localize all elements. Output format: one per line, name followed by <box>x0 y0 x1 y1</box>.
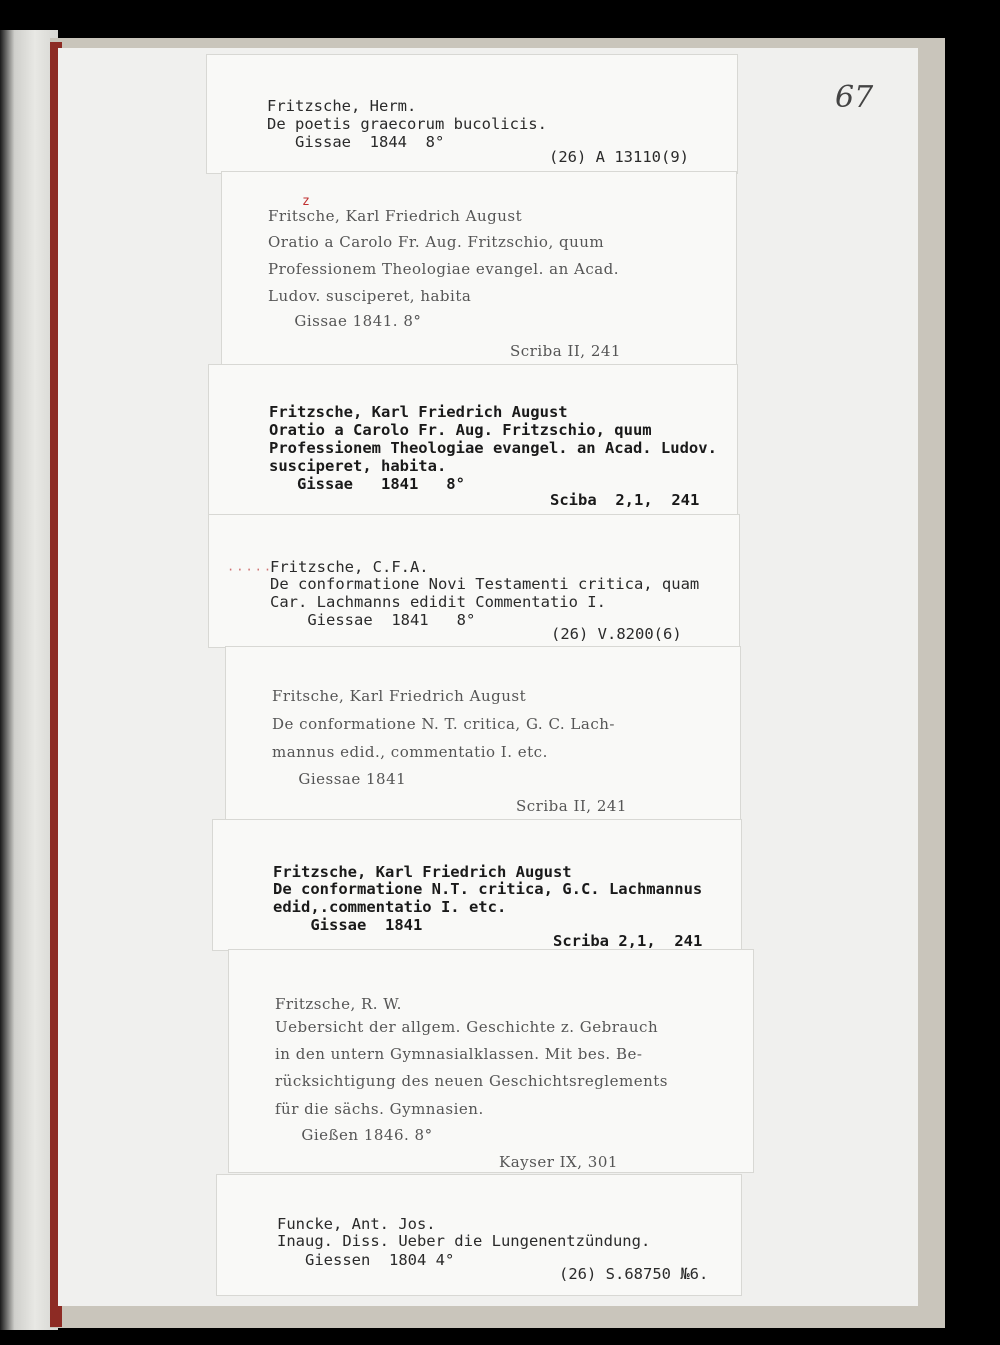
card-line: De poetis graecorum bucolicis. <box>267 115 547 133</box>
card-line: Uebersicht der allgem. Geschichte z. Gebrauch <box>275 1018 659 1036</box>
card-line: De conformatione N.T. critica, G.C. Lachmannus <box>273 880 703 898</box>
page-number: 67 <box>835 80 874 115</box>
card-line: Professionem Theologiae evangel. an Acad. <box>268 260 620 278</box>
card-line: Giessen 1804 4° <box>277 1251 455 1269</box>
catalog-card-7 <box>229 950 753 1172</box>
card-line: Fritzsche, Herm. <box>267 97 417 115</box>
catalog-card-3 <box>209 365 737 515</box>
card-line: edid,.commentatio I. etc. <box>273 898 507 916</box>
card-shelfmark: Scriba 2,1, 241 <box>553 932 703 950</box>
card-line: Fritsche, Karl Friedrich August <box>272 687 527 705</box>
catalog-card-5 <box>226 647 740 819</box>
card-line: Fritsche, Karl Friedrich August <box>268 207 523 225</box>
card-line: Gissae 1841. 8° <box>268 312 422 330</box>
card-line: Fritzsche, R. W. <box>275 995 402 1013</box>
catalog-card-6 <box>213 820 741 950</box>
card-line: Gissae 1841 <box>273 916 423 934</box>
card-line: Professionem Theologiae evangel. an Acad. Ludov. <box>269 439 717 457</box>
catalog-card-1 <box>207 55 737 173</box>
card-line: Oratio a Carolo Fr. Aug. Fritzschio, quum <box>268 233 605 251</box>
card-shelfmark: Scriba II, 241 <box>510 342 621 360</box>
card-line: De conformatione N. T. critica, G. C. Lach- <box>272 715 615 733</box>
card-shelfmark: (26) A 13110(9) <box>549 148 689 166</box>
correction-mark: z <box>302 194 310 209</box>
card-line: Gissae 1841 8° <box>269 475 465 493</box>
card-shelfmark: Sciba 2,1, 241 <box>550 491 700 509</box>
card-shelfmark: Kayser IX, 301 <box>499 1153 618 1171</box>
card-shelfmark: Scriba II, 241 <box>516 797 627 815</box>
card-line: Ludov. susciperet, habita <box>268 287 472 305</box>
card-line: Fritzsche, Karl Friedrich August <box>269 403 568 421</box>
card-line: Oratio a Carolo Fr. Aug. Fritzschio, quum <box>269 421 652 439</box>
card-line: für die sächs. Gymnasien. <box>275 1100 484 1118</box>
catalog-card-4 <box>209 515 739 647</box>
card-line: Fritzsche, C.F.A. <box>270 558 429 576</box>
card-line: Giessae 1841 8° <box>270 611 476 629</box>
card-line: Inaug. Diss. Ueber die Lungenentzündung. <box>277 1232 651 1250</box>
margin-dots: ····· <box>227 563 274 577</box>
card-line: susciperet, habita. <box>269 457 447 475</box>
card-line: Gießen 1846. 8° <box>275 1126 433 1144</box>
catalog-card-2 <box>222 172 736 367</box>
card-shelfmark: (26) S.68750 №6. <box>559 1265 709 1283</box>
card-line: Fritzsche, Karl Friedrich August <box>273 863 572 881</box>
card-line: Giessae 1841 <box>272 770 407 788</box>
card-line: in den untern Gymnasialklassen. Mit bes. Be- <box>275 1045 643 1063</box>
card-line: rücksichtigung des neuen Geschichtsreglements <box>275 1072 668 1090</box>
catalog-card-8 <box>217 1175 741 1295</box>
card-line: Gissae 1844 8° <box>267 133 445 151</box>
card-shelfmark: (26) V.8200(6) <box>551 625 682 643</box>
card-line: mannus edid., commentatio I. etc. <box>272 743 548 761</box>
card-line: Car. Lachmanns edidit Commentatio I. <box>270 593 606 611</box>
card-line: Funcke, Ant. Jos. <box>277 1215 436 1233</box>
card-line: De conformatione Novi Testamenti critica, quam <box>270 575 700 593</box>
